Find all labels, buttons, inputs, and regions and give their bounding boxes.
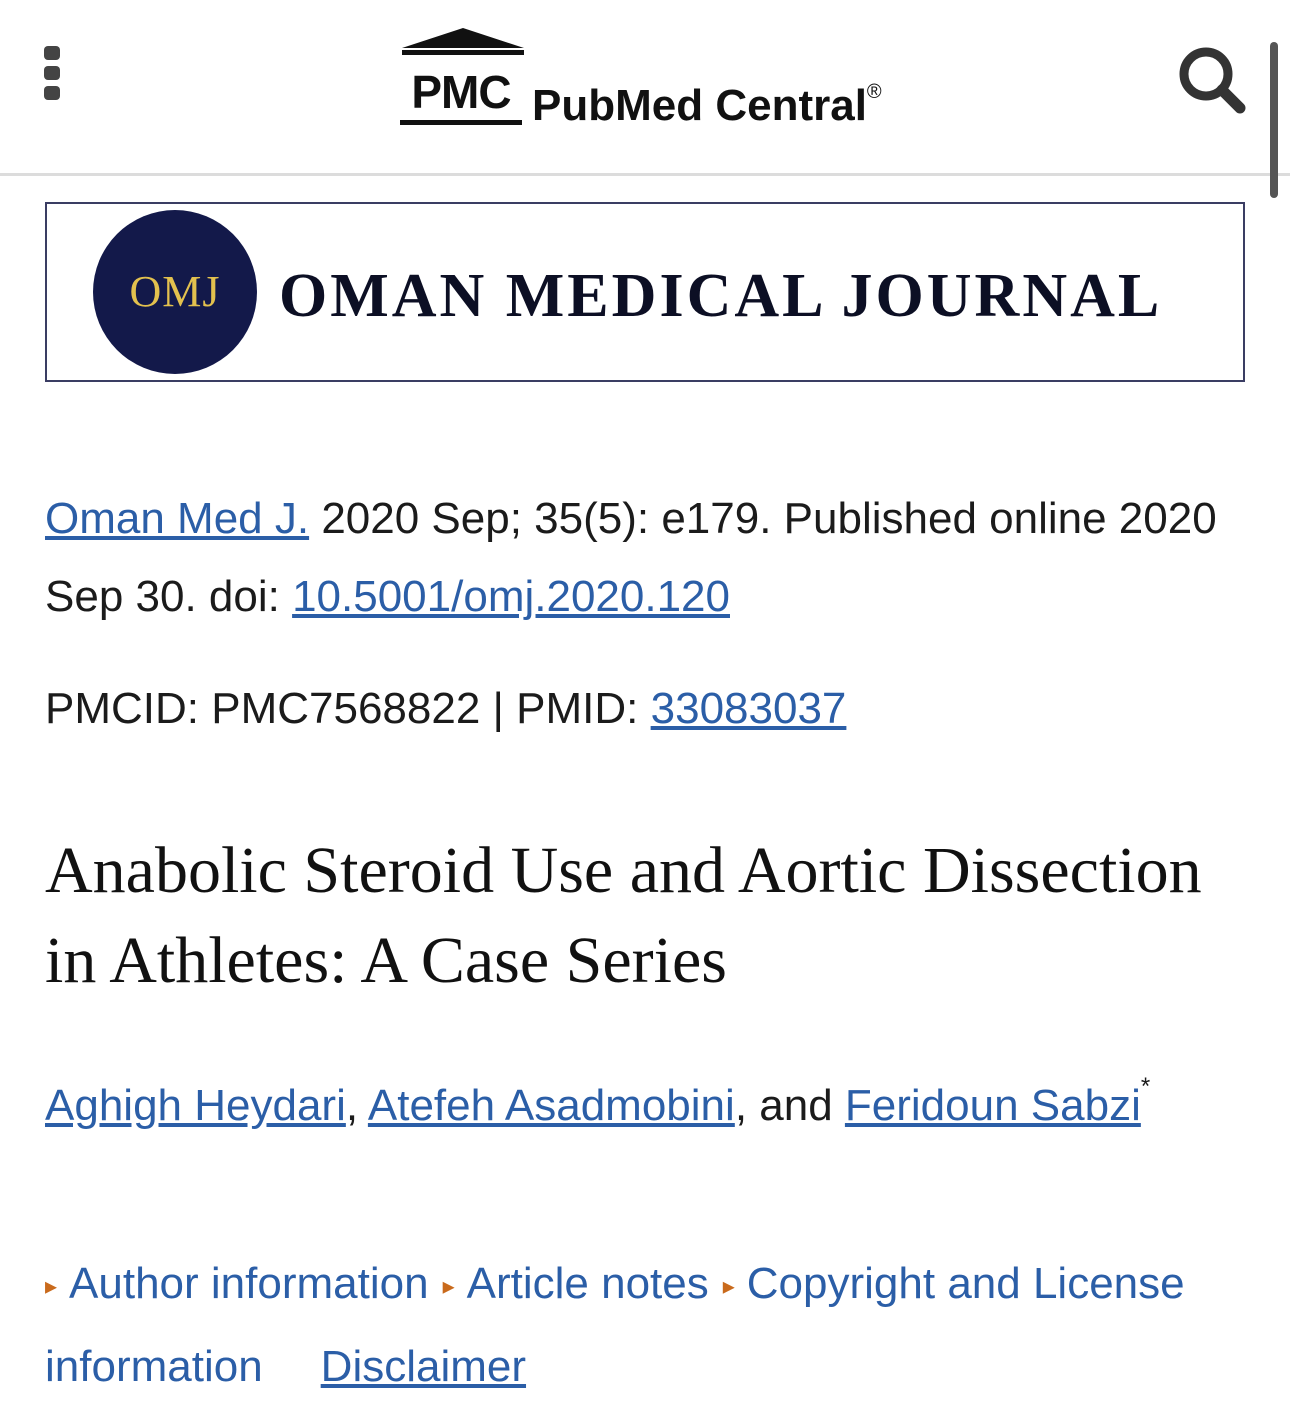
building-roof-icon [398,26,528,62]
journal-link[interactable]: Oman Med J. [45,494,310,543]
scrollbar[interactable] [1270,42,1278,198]
article-ids [45,670,846,748]
journal-banner[interactable] [45,202,1245,382]
author-separator: , [345,1081,368,1130]
disclaimer-link[interactable]: Disclaimer [320,1342,527,1391]
pmc-mark: PMC [400,64,522,125]
journal-title: OMAN MEDICAL JOURNAL [279,262,1163,330]
author-link[interactable]: Feridoun Sabzi [844,1081,1141,1130]
article-info-links [45,1244,1255,1407]
article-title: Anabolic Steroid Use and Aortic Dissection in Athletes: A Case Series [45,834,1202,997]
citation [45,480,1255,636]
pmcid-label: PMCID: PMC7568822 | PMID: [45,684,651,733]
copyright-license-toggle[interactable]: Copyright and License information [45,1259,1185,1391]
top-header [0,0,1290,176]
pmc-name [532,64,882,134]
pmid-link[interactable]: 33083037 [650,684,847,733]
triangle-right-icon: ▸ [45,1273,58,1300]
omj-logo: OMJ [93,210,257,374]
triangle-right-icon: ▸ [442,1273,455,1300]
author-link[interactable]: Aghigh Heydari [45,1081,346,1130]
author-list [45,1048,1245,1145]
corresponding-mark: * [1140,1073,1151,1100]
registered-mark: ® [866,81,882,103]
citation-details: 2020 Sep; 35(5): e179. Published online 2020 Sep 30. doi: [45,494,1217,621]
search-icon[interactable] [1176,44,1248,116]
author-separator: , and [734,1081,845,1130]
triangle-right-icon: ▸ [722,1273,735,1300]
article-notes-toggle[interactable]: Article notes [466,1259,709,1308]
kebab-menu-icon[interactable] [44,46,64,106]
pmc-logo[interactable] [396,24,896,130]
author-information-toggle[interactable]: Author information [69,1259,429,1308]
author-link[interactable]: Atefeh Asadmobini [367,1081,735,1130]
pmc-name-text: PubMed Central [532,81,867,130]
doi-link[interactable]: 10.5001/omj.2020.120 [292,572,730,621]
